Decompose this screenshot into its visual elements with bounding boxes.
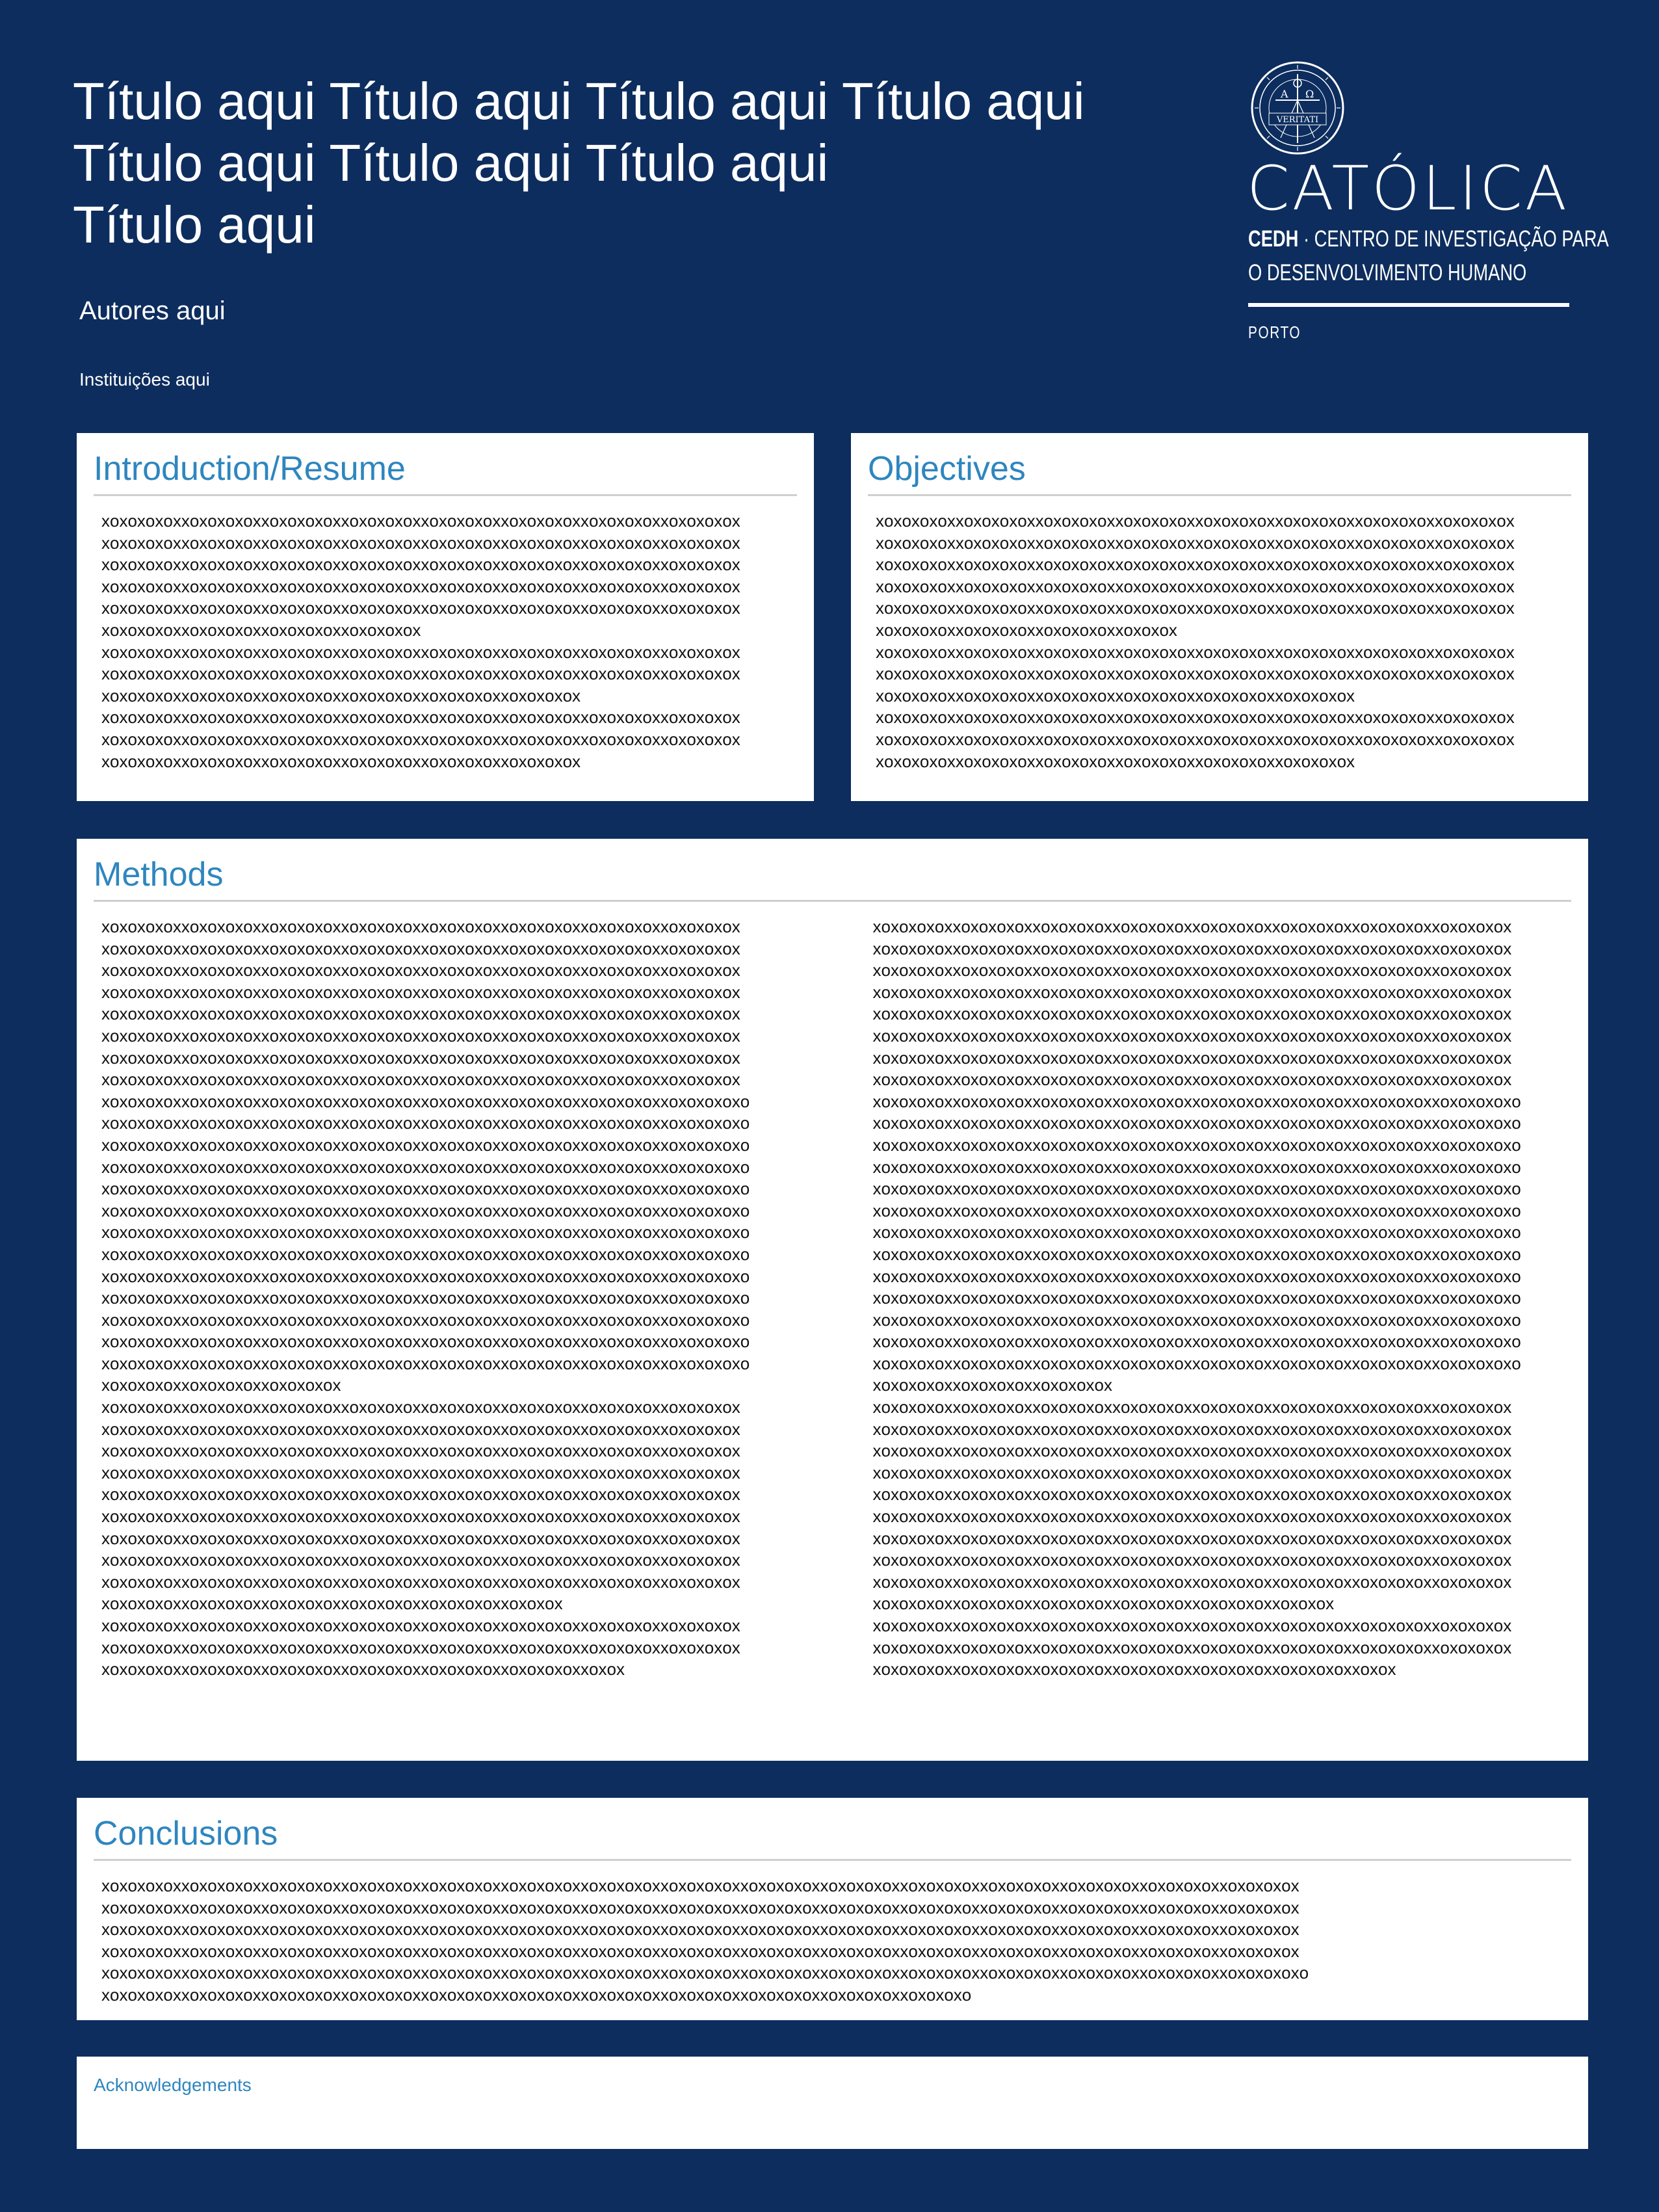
text-line: xoxoxoxoxxoxoxoxoxxoxoxoxoxxoxoxoxoxxoxoxoxoxxoxoxoxoxxoxoxoxoxxoxoxoxoxo — [872, 1135, 1521, 1155]
text-line: xoxoxoxoxxoxoxoxoxxoxoxoxoxxoxoxoxoxxoxoxoxoxxoxoxoxoxxoxoxoxoxxoxoxoxox — [876, 729, 1515, 749]
objectives-panel — [851, 433, 1588, 801]
svg-text:VERITATI: VERITATI — [1276, 115, 1319, 125]
paragraph — [101, 510, 789, 642]
text-line: xoxoxoxoxxoxoxoxoxxoxoxoxoxxoxoxoxoxxoxoxoxoxxoxoxoxoxxoxoxoxoxxoxoxoxox — [101, 598, 740, 618]
text-line: xoxoxoxoxxoxoxoxoxxoxoxoxoxxoxoxoxoxxoxoxoxoxxoxoxoxoxxoxoxoxoxxoxoxoxoxo — [101, 1353, 750, 1373]
text-line: xoxoxoxoxxoxoxoxoxxoxoxoxoxxoxoxoxoxxoxoxoxoxxoxoxoxoxxoxoxoxoxxoxoxoxox — [101, 1637, 740, 1657]
text-line: xoxoxoxoxxoxoxoxoxxoxoxoxoxxoxoxoxoxxoxoxoxoxxoxoxoxoxxoxoxoxoxxoxoxoxox — [101, 1528, 740, 1548]
text-line: xoxoxoxoxxoxoxoxoxxoxoxoxoxxoxoxoxoxxoxoxoxoxxoxoxoxoxxoxoxoxoxxoxoxoxox — [872, 1528, 1512, 1548]
methods-column-right — [873, 916, 1564, 1681]
conclusions-heading: Conclusions — [94, 1812, 1571, 1861]
text-line: xoxoxoxoxxoxoxoxoxxoxoxoxoxxoxoxoxoxxoxoxoxoxxoxoxoxoxxoxoxoxoxxoxoxoxox — [872, 1070, 1512, 1090]
text-line: xoxoxoxoxxoxoxoxoxxoxoxoxoxxoxoxoxoxxoxoxoxoxxoxoxoxoxxoxoxoxoxxoxoxoxox — [101, 1441, 740, 1461]
text-line: xoxoxoxoxxoxoxoxoxxoxoxoxoxxoxoxoxoxxoxoxoxoxxoxoxoxoxxoxoxoxoxxoxoxoxoxo — [872, 1310, 1521, 1330]
text-line: xoxoxoxoxxoxoxoxoxxoxoxoxoxxoxoxoxoxxoxoxoxoxxoxoxoxoxxoxoxoxoxxoxoxoxox — [872, 982, 1512, 1002]
paragraph — [101, 707, 789, 772]
text-line: xoxoxoxoxxoxoxoxoxxoxoxoxoxxoxoxoxoxxoxoxoxoxxoxoxoxoxxoxoxoxoxxoxoxoxox — [876, 664, 1515, 684]
text-line: xoxoxoxoxxoxoxoxoxxoxoxoxoxxoxoxoxoxxoxoxoxoxxoxoxoxoxxoxoxoxoxxoxoxoxoxo — [101, 1135, 750, 1155]
text-line: xoxoxoxoxxoxoxoxoxxoxoxoxoxxoxoxox — [876, 620, 1177, 640]
text-line: xoxoxoxoxxoxoxoxoxxoxoxoxoxxoxoxoxoxxoxoxoxoxxoxoxoxoxxoxoxoxoxxoxoxoxox — [872, 1637, 1512, 1657]
text-line: xoxoxoxoxxoxoxoxoxxoxoxoxoxxoxoxoxoxxoxoxoxoxxoxoxoxoxxoxoxoxoxxoxoxoxoxo — [101, 1091, 750, 1111]
text-line: xoxoxoxoxxoxoxoxoxxoxoxoxoxxoxoxoxoxxoxoxoxoxxoxoxoxoxxoxoxoxoxxoxoxoxox — [101, 511, 740, 531]
text-line: xoxoxoxoxxoxoxoxoxxoxoxoxoxxoxoxoxoxxoxoxoxoxxoxoxoxoxxoxoxoxoxxoxoxoxox — [872, 1047, 1512, 1068]
paragraph — [876, 642, 1563, 707]
text-line: xoxoxoxoxxoxoxoxoxxoxoxoxoxxoxoxoxoxxoxoxoxoxxoxoxoxoxxoxoxoxoxxoxoxoxox — [101, 938, 740, 958]
text-line: xoxoxoxoxxoxoxoxoxxoxoxoxoxxoxoxoxoxxoxoxoxoxxoxoxoxoxxoxoxoxoxxoxoxoxoxo — [101, 1332, 750, 1352]
text-line: xoxoxoxoxxoxoxoxoxxoxoxoxoxxoxoxoxoxxoxoxoxoxxoxoxoxoxxoxoxoxoxxoxoxoxoxo — [872, 1288, 1521, 1308]
text-line: xoxoxoxoxxoxoxoxoxxoxoxoxoxxoxoxoxoxxoxoxoxoxxoxoxoxoxxoxoxoxoxxoxoxoxoxo — [872, 1200, 1521, 1220]
introduction-body — [94, 510, 797, 772]
brand-subtitle-line: · CENTRO DE INVESTIGAÇÃO PARA — [1298, 226, 1609, 252]
text-line: xoxoxoxoxxoxoxoxoxxoxoxoxoxxoxoxoxoxxoxoxoxoxxoxoxoxoxxoxoxoxoxxoxoxoxox — [872, 960, 1512, 981]
text-line: xoxoxoxoxxoxoxoxoxxoxoxoxoxxoxoxoxoxxoxoxoxoxxoxoxoxoxxoxoxoxoxxoxoxoxox — [872, 1397, 1512, 1417]
text-line: xoxoxoxoxxoxoxoxoxxoxoxoxoxxoxoxoxoxxoxoxoxoxxoxoxoxoxxoxoxoxoxxoxoxoxox — [876, 576, 1515, 596]
text-line: xoxoxoxoxxoxoxoxoxxoxoxoxoxxoxoxoxoxxoxoxoxoxxoxoxoxoxxoxoxoxoxxoxoxoxox — [101, 1507, 740, 1527]
text-line: xoxoxoxoxxoxoxoxoxxoxoxoxoxxoxoxoxoxxoxoxoxoxxoxoxoxoxxoxoxoxoxxoxoxoxoxo — [872, 1222, 1521, 1243]
text-line: xoxoxoxoxxoxoxoxoxxoxoxoxoxxoxoxoxoxxoxoxoxoxxoxoxoxoxxoxoxoxoxxoxoxoxox — [872, 917, 1512, 936]
text-line: xoxoxoxoxxoxoxoxoxxoxoxoxoxxoxoxoxoxxoxoxoxoxxoxoxoxoxxoxoxoxoxxoxoxoxoxo — [872, 1157, 1521, 1177]
text-line: xoxoxoxoxxoxoxoxoxxoxoxoxoxxoxoxoxoxxoxoxoxoxxoxoxoxoxxoxoxoxoxxoxoxoxox — [872, 1004, 1512, 1024]
text-line: xoxoxoxoxxoxoxoxoxxoxoxoxoxxoxoxoxoxxoxoxoxoxxoxoxoxoxxoxoxoxoxxoxoxoxoxo — [101, 1200, 750, 1220]
text-line: xoxoxoxoxxoxoxoxoxxoxoxoxoxxoxoxoxox — [101, 620, 421, 640]
text-line: xoxoxoxoxxoxoxoxoxxoxoxoxoxxoxoxoxoxxoxoxoxoxxoxoxoxoxxoxoxoxoxxoxoxoxox — [876, 511, 1515, 531]
text-line: xoxoxoxoxxoxoxoxoxxoxoxoxoxxoxoxoxoxxoxoxoxoxxoxoxoxoxxoxoxoxoxxoxoxoxox — [101, 917, 740, 936]
text-line: xoxoxoxoxxoxoxoxoxxoxoxoxoxxoxoxoxoxxoxoxoxoxxoxoxoxoxxoxoxoxoxxoxoxoxox — [872, 1419, 1512, 1439]
text-line: xoxoxoxoxxoxoxoxoxxoxoxoxoxxoxoxoxoxxoxoxoxoxxoxoxoxoxxoxoxoxoxxoxoxoxox — [101, 707, 740, 728]
methods-column-left — [101, 916, 792, 1681]
methods-panel — [77, 839, 1588, 1761]
institutions: Instituições aqui — [79, 369, 210, 389]
poster-title — [73, 70, 1178, 256]
text-line: xoxoxoxoxxoxoxoxoxxoxoxoxoxxoxoxoxoxxoxoxoxoxxoxoxoxoxxoxoxoxoxxoxoxoxox — [101, 555, 740, 575]
objectives-body — [868, 510, 1571, 772]
text-line: xoxoxoxoxxoxoxoxoxxoxoxoxoxxoxoxoxoxxoxoxoxoxxoxoxoxoxxoxoxoxoxxoxoxoxox — [872, 1441, 1512, 1461]
text-line: xoxoxoxoxxoxoxoxoxxoxoxoxoxxoxoxoxoxxoxoxoxoxxoxoxoxoxxoxoxoxoxxoxoxoxoxxoxoxoxoxxoxoxoxoxxoxoxoxoxxoxoxoxoxxoxoxoxoxxoxoxoxoxxoxoxoxox — [101, 1919, 1300, 1940]
text-line: xoxoxoxoxxoxoxoxoxxoxoxoxoxxoxoxoxoxxoxoxoxoxxoxoxoxoxxoxoxoxoxxoxoxoxoxo — [872, 1179, 1521, 1199]
text-line: xoxoxoxoxxoxoxoxoxxoxoxoxoxxoxoxoxoxxoxoxoxoxxoxoxoxoxxoxoxoxoxxoxoxoxox — [872, 1507, 1512, 1527]
text-line: xoxoxoxoxxoxoxoxoxxoxoxoxoxxoxoxoxoxxoxoxoxoxxoxoxoxoxxoxoxoxoxxoxoxoxox — [101, 1025, 740, 1046]
text-line: xoxoxoxoxxoxoxoxoxxoxoxoxoxxoxoxoxoxxoxoxoxoxxoxoxoxoxxoxoxoxoxxoxoxoxox — [101, 1616, 740, 1635]
text-line: xoxoxoxoxxoxoxoxoxxoxoxoxoxxoxoxoxoxxoxoxoxoxxoxoxoxoxxoxoxoxoxxoxoxoxox — [101, 1397, 740, 1417]
text-line: xoxoxoxoxxoxoxoxoxxoxoxoxoxxoxoxoxoxxoxoxoxoxxoxoxoxoxxoxoxoxoxxoxoxoxox — [872, 938, 1512, 958]
text-line: xoxoxoxoxxoxoxoxoxxoxoxoxoxxoxoxoxoxxoxoxoxoxxoxoxoxoxxoxoxoxoxxoxoxoxox — [876, 598, 1515, 618]
introduction-heading: Introduction/Resume — [94, 447, 797, 496]
paragraph — [876, 510, 1563, 642]
paragraph — [101, 642, 789, 707]
text-line: xoxoxoxoxxoxoxoxoxxoxoxoxoxxoxoxoxoxxoxoxoxoxxoxoxoxoxxoxoxoxoxxoxoxoxoxo — [101, 1179, 750, 1199]
text-line: xoxoxoxoxxoxoxoxoxxoxoxoxoxxoxoxoxoxxoxoxoxoxxoxoxoxoxxoxoxoxoxxoxoxoxoxo — [872, 1244, 1521, 1264]
text-line: xoxoxoxoxxoxoxoxoxxoxoxoxoxxoxoxoxoxxoxoxoxoxxoxoxoxoxxoxoxoxoxxoxoxoxox — [876, 533, 1515, 553]
text-line: xoxoxoxoxxoxoxoxoxxoxoxoxoxxoxoxoxoxxoxoxoxoxxoxoxoxoxxoxoxoxoxxoxoxoxox — [101, 960, 740, 981]
conclusions-body — [94, 1875, 1571, 2007]
text-line: xoxoxoxoxxoxoxoxoxxoxoxoxoxxoxoxoxoxxoxoxoxoxxoxoxoxoxxoxoxoxoxxoxoxoxoxo — [872, 1113, 1521, 1133]
text-line: xoxoxoxoxxoxoxoxoxxoxoxoxoxxoxoxoxoxxoxoxoxoxxoxoxoxox — [101, 685, 581, 705]
brand-name: CATÓLICA — [1247, 153, 1570, 224]
university-seal-icon — [1249, 60, 1346, 156]
paragraph — [101, 1615, 792, 1681]
text-line: xoxoxoxoxxoxoxoxoxxoxoxoxoxxoxoxoxoxxoxoxoxoxxoxoxoxoxxoxox — [872, 1659, 1396, 1679]
text-line: xoxoxoxoxxoxoxoxoxxoxoxoxoxxoxoxoxoxxoxoxoxoxxoxoxoxoxxoxoxoxoxxoxoxoxox — [101, 533, 740, 553]
text-line: xoxoxoxoxxoxoxoxoxxoxoxoxox — [101, 1375, 341, 1395]
text-line: xoxoxoxoxxoxoxoxoxxoxoxoxoxxoxoxoxoxxoxoxoxoxxoxoxoxoxxoxoxoxoxxoxoxoxoxxoxoxoxoxxoxoxoxoxxoxoxoxoxxoxoxoxoxxoxoxoxoxxoxoxoxoxxoxoxoxox — [101, 1941, 1300, 1961]
text-line: xoxoxoxoxxoxoxoxoxxoxoxoxoxxoxoxoxoxxoxoxoxoxxoxoxoxoxxoxoxoxoxxoxoxoxoxo — [872, 1091, 1521, 1111]
brand-city: PORTO — [1248, 323, 1301, 342]
text-line: xoxoxoxoxxoxoxoxoxxoxoxoxoxxoxoxoxoxxoxoxoxoxxoxoxoxoxxoxoxoxoxxoxoxoxox — [872, 1550, 1512, 1570]
text-line: xoxoxoxoxxoxoxoxoxxoxoxoxoxxoxoxoxoxxoxoxoxoxxoxoxoxoxxoxoxoxoxxoxoxoxox — [101, 1484, 740, 1505]
text-line: xoxoxoxoxxoxoxoxoxxoxoxoxoxxoxoxoxoxxoxoxoxoxxoxoxox — [101, 1594, 563, 1614]
text-line: xoxoxoxoxxoxoxoxoxxoxoxoxoxxoxoxoxoxxoxoxoxoxxoxoxoxoxxoxoxoxoxxoxoxoxox — [101, 1070, 740, 1090]
text-line: xoxoxoxoxxoxoxoxoxxoxoxoxoxxoxoxoxoxxoxoxoxoxxoxoxoxoxxoxox — [101, 1659, 625, 1679]
text-line: xoxoxoxoxxoxoxoxoxxoxoxoxox — [872, 1375, 1113, 1395]
text-line: xoxoxoxoxxoxoxoxoxxoxoxoxoxxoxoxoxoxxoxoxoxoxxoxoxoxox — [876, 751, 1355, 771]
paragraph — [876, 707, 1563, 772]
text-line: xoxoxoxoxxoxoxoxoxxoxoxoxoxxoxoxoxoxxoxoxoxoxxoxoxoxoxxoxoxoxoxxoxoxoxoxo — [101, 1244, 750, 1264]
text-line: xoxoxoxoxxoxoxoxoxxoxoxoxoxxoxoxoxoxxoxoxoxoxxoxoxoxox — [101, 751, 581, 771]
text-line: xoxoxoxoxxoxoxoxoxxoxoxoxoxxoxoxoxoxxoxoxoxoxxoxoxoxoxxoxoxoxoxxoxoxoxoxo — [872, 1332, 1521, 1352]
paragraph — [873, 1615, 1564, 1681]
text-line: xoxoxoxoxxoxoxoxoxxoxoxoxoxxoxoxoxoxxoxoxoxoxxoxoxoxoxxoxoxoxoxxoxoxoxox — [876, 555, 1515, 575]
text-line: xoxoxoxoxxoxoxoxoxxoxoxoxoxxoxoxoxoxxoxoxoxoxxoxoxoxoxxoxoxoxoxxoxoxoxox — [872, 1025, 1512, 1046]
text-line: xoxoxoxoxxoxoxoxoxxoxoxoxoxxoxoxoxoxxoxoxoxoxxoxoxoxoxxoxoxoxoxxoxoxoxox — [101, 1462, 740, 1482]
acknowledgements-panel — [77, 2057, 1588, 2149]
methods-heading: Methods — [94, 853, 1571, 902]
objectives-heading: Objectives — [868, 447, 1571, 496]
text-line: xoxoxoxoxxoxoxoxoxxoxoxoxoxxoxoxoxoxxoxoxoxoxxoxoxoxoxxoxoxoxoxxoxoxoxox — [872, 1572, 1512, 1592]
text-line: xoxoxoxoxxoxoxoxoxxoxoxoxoxxoxoxoxoxxoxoxoxoxxoxoxoxoxxoxoxoxoxxoxoxoxoxo — [101, 1288, 750, 1308]
svg-text:A: A — [1281, 88, 1288, 100]
text-line: xoxoxoxoxxoxoxoxoxxoxoxoxoxxoxoxoxoxxoxoxoxoxxoxoxoxoxxoxoxoxoxxoxoxoxox — [876, 642, 1515, 662]
text-line: xoxoxoxoxxoxoxoxoxxoxoxoxoxxoxoxoxoxxoxoxoxoxxoxoxoxoxxoxoxoxoxxoxoxoxox — [876, 707, 1515, 728]
paragraph — [873, 916, 1564, 1397]
text-line: xoxoxoxoxxoxoxoxoxxoxoxoxoxxoxoxoxoxxoxoxoxoxxoxoxoxoxxoxoxoxoxxoxoxoxoxxoxoxoxoxxoxoxoxoxxoxoxoxoxxoxoxoxoxxoxoxoxoxxoxoxoxoxxoxoxoxoxo — [101, 1963, 1309, 1983]
text-line: xoxoxoxoxxoxoxoxoxxoxoxoxoxxoxoxoxoxxoxoxoxoxxoxoxoxoxxoxoxoxoxxoxoxoxox — [101, 1550, 740, 1570]
text-line: xoxoxoxoxxoxoxoxoxxoxoxoxoxxoxoxoxoxxoxoxoxoxxoxoxoxoxxoxoxoxoxxoxoxoxoxo — [101, 1157, 750, 1177]
brand-subtitle — [1248, 222, 1609, 290]
text-line: xoxoxoxoxxoxoxoxoxxoxoxoxoxxoxoxoxoxxoxoxoxoxxoxoxoxoxxoxoxoxoxxoxoxoxox — [872, 1484, 1512, 1505]
brand-acronym: CEDH — [1248, 226, 1299, 252]
svg-text:Ω: Ω — [1305, 88, 1314, 100]
title-line: Título aqui — [73, 196, 316, 254]
text-line: xoxoxoxoxxoxoxoxoxxoxoxoxoxxoxoxoxoxxoxoxoxoxxoxoxox — [872, 1594, 1335, 1614]
text-line: xoxoxoxoxxoxoxoxoxxoxoxoxoxxoxoxoxoxxoxoxoxoxxoxoxoxoxxoxoxoxoxxoxoxoxoxo — [101, 1266, 750, 1286]
text-line: xoxoxoxoxxoxoxoxoxxoxoxoxoxxoxoxoxoxxoxoxoxoxxoxoxoxoxxoxoxoxoxxoxoxoxoxo — [872, 1266, 1521, 1286]
text-line: xoxoxoxoxxoxoxoxoxxoxoxoxoxxoxoxoxoxxoxoxoxoxxoxoxoxoxxoxoxoxoxxoxoxoxoxxoxoxoxoxxoxoxoxoxxoxoxoxoxxoxoxoxoxxoxoxoxoxxoxoxoxoxxoxoxoxox — [101, 1876, 1300, 1895]
text-line: xoxoxoxoxxoxoxoxoxxoxoxoxoxxoxoxoxoxxoxoxoxoxxoxoxoxoxxoxoxoxoxxoxoxoxox — [101, 664, 740, 684]
text-line: xoxoxoxoxxoxoxoxoxxoxoxoxoxxoxoxoxoxxoxoxoxoxxoxoxoxoxxoxoxoxoxxoxoxoxox — [101, 1004, 740, 1024]
title-line: Título aqui Título aqui Título aqui — [73, 134, 829, 192]
text-line: xoxoxoxoxxoxoxoxoxxoxoxoxoxxoxoxoxoxxoxoxoxoxxoxoxoxoxxoxoxoxoxxoxoxoxoxo — [101, 1222, 750, 1243]
introduction-panel — [77, 433, 814, 801]
brand-subtitle-line: O DESENVOLVIMENTO HUMANO — [1248, 260, 1527, 285]
catolica-cedh-logo — [1247, 57, 1609, 356]
text-line: xoxoxoxoxxoxoxoxoxxoxoxoxoxxoxoxoxoxxoxoxoxoxxoxoxoxoxxoxoxoxoxxoxoxoxox — [101, 576, 740, 596]
paragraph — [101, 1397, 792, 1615]
text-line: xoxoxoxoxxoxoxoxoxxoxoxoxoxxoxoxoxoxxoxoxoxoxxoxoxoxoxxoxoxoxoxxoxoxoxox — [101, 982, 740, 1002]
methods-body — [94, 916, 1571, 1681]
text-line: xoxoxoxoxxoxoxoxoxxoxoxoxoxxoxoxoxoxxoxoxoxoxxoxoxoxoxxoxoxoxoxxoxoxoxoxo — [101, 1113, 750, 1133]
text-line: xoxoxoxoxxoxoxoxoxxoxoxoxoxxoxoxoxoxxoxoxoxoxxoxoxoxoxxoxoxoxoxxoxoxoxox — [101, 1419, 740, 1439]
text-line: xoxoxoxoxxoxoxoxoxxoxoxoxoxxoxoxoxoxxoxoxoxoxxoxoxoxoxxoxoxoxoxxoxoxoxoxxoxoxoxoxxoxoxoxoxxoxoxoxoxxoxoxoxoxxoxoxoxoxxoxoxoxoxxoxoxoxox — [101, 1897, 1300, 1917]
title-line: Título aqui Título aqui Título aqui Título aqui — [73, 72, 1085, 130]
acknowledgements-heading: Acknowledgements — [94, 2075, 252, 2095]
text-line: xoxoxoxoxxoxoxoxoxxoxoxoxoxxoxoxoxoxxoxoxoxoxxoxoxoxoxxoxoxoxoxxoxoxoxox — [101, 729, 740, 749]
logo-divider — [1248, 303, 1569, 307]
conclusions-panel — [77, 1798, 1588, 2020]
text-line: xoxoxoxoxxoxoxoxoxxoxoxoxoxxoxoxoxoxxoxoxoxoxxoxoxoxoxxoxoxoxoxxoxoxoxoxo — [101, 1310, 750, 1330]
text-line: xoxoxoxoxxoxoxoxoxxoxoxoxoxxoxoxoxoxxoxoxoxoxxoxoxoxoxxoxoxoxoxxoxoxoxox — [872, 1616, 1512, 1635]
text-line: xoxoxoxoxxoxoxoxoxxoxoxoxoxxoxoxoxoxxoxoxoxoxxoxoxoxoxxoxoxoxoxxoxoxoxox — [101, 642, 740, 662]
text-line: xoxoxoxoxxoxoxoxoxxoxoxoxoxxoxoxoxoxxoxoxoxoxxoxoxoxoxxoxoxoxoxxoxoxoxox — [101, 1572, 740, 1592]
text-line: xoxoxoxoxxoxoxoxoxxoxoxoxoxxoxoxoxoxxoxoxoxoxxoxoxoxoxxoxoxoxoxxoxoxoxoxo — [872, 1353, 1521, 1373]
paragraph — [101, 916, 792, 1397]
paragraph — [873, 1397, 1564, 1615]
authors: Autores aqui — [79, 296, 226, 325]
text-line: xoxoxoxoxxoxoxoxoxxoxoxoxoxxoxoxoxoxxoxoxoxoxxoxoxoxoxxoxoxoxoxxoxoxoxox — [101, 1047, 740, 1068]
text-line: xoxoxoxoxxoxoxoxoxxoxoxoxoxxoxoxoxoxxoxoxoxoxxoxoxoxox — [876, 685, 1355, 705]
text-line: xoxoxoxoxxoxoxoxoxxoxoxoxoxxoxoxoxoxxoxoxoxoxxoxoxoxoxxoxoxoxoxxoxoxoxoxxoxoxoxoxxoxoxoxoxxoxoxoxo — [101, 1984, 972, 2005]
text-line: xoxoxoxoxxoxoxoxoxxoxoxoxoxxoxoxoxoxxoxoxoxoxxoxoxoxoxxoxoxoxoxxoxoxoxox — [872, 1462, 1512, 1482]
